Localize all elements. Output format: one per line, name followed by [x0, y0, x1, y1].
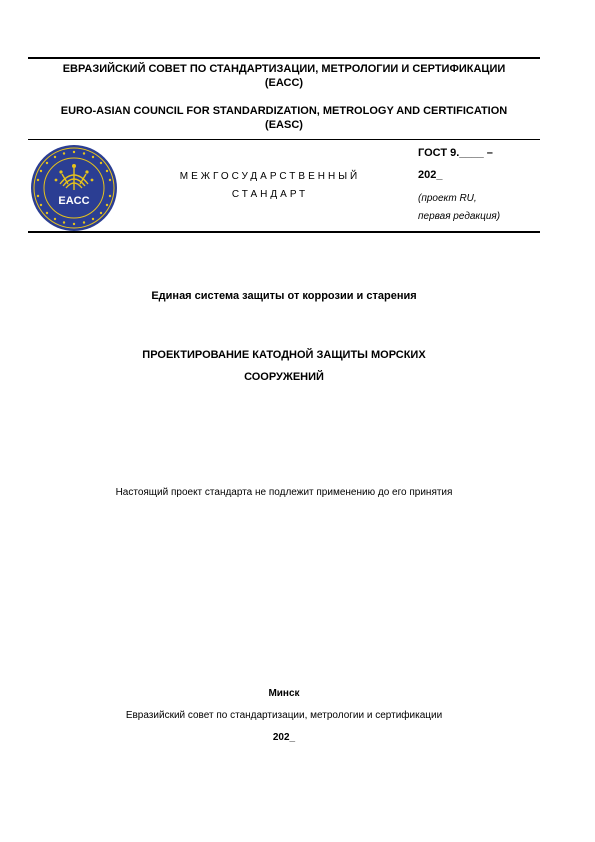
- footer-year: 202_: [272, 732, 296, 743]
- council-name-en-line1: EURO-ASIAN COUNCIL FOR STANDARDIZATION, METROLOGY AND CERTIFICATION: [60, 105, 508, 117]
- council-name-ru: [28, 62, 540, 90]
- top-rule: [28, 57, 540, 59]
- series-title: Единая система защиты от коррозии и старения: [151, 290, 417, 302]
- council-name-en-line2: (EASC): [265, 119, 303, 131]
- standard-type-line2: СТАНДАРТ: [231, 189, 309, 200]
- document-title-line2: СООРУЖЕНИЙ: [244, 371, 324, 383]
- easc-emblem-icon: [30, 144, 118, 232]
- footer-city: Минск: [268, 688, 300, 699]
- draft-note-line1: (проект RU,: [418, 193, 477, 204]
- standard-type-line1: МЕЖГОСУДАРСТВЕННЫЙ: [179, 171, 361, 182]
- header-bottom-rule: [28, 231, 540, 233]
- gost-designation: [418, 142, 540, 186]
- document-title: [28, 344, 540, 388]
- footer-publisher: Евразийский совет по стандартизации, метрологии и сертификации: [125, 710, 443, 721]
- document-title-line1: ПРОЕКТИРОВАНИЕ КАТОДНОЙ ЗАЩИТЫ МОРСКИХ: [142, 349, 426, 361]
- council-name-en: [28, 104, 540, 132]
- header-divider: [28, 139, 540, 140]
- draft-notice: Настоящий проект стандарта не подлежит применению до его принятия: [115, 487, 453, 498]
- draft-note: [418, 190, 540, 226]
- gost-year: 202_: [418, 169, 443, 181]
- logo-text: EACC: [58, 195, 90, 207]
- draft-note-line2: первая редакция): [418, 211, 501, 222]
- standard-type: [130, 168, 410, 204]
- council-name-ru-line2: (ЕАСС): [264, 77, 304, 89]
- council-name-ru-line1: ЕВРАЗИЙСКИЙ СОВЕТ ПО СТАНДАРТИЗАЦИИ, МЕТРОЛОГИИ И СЕРТИФИКАЦИИ: [62, 63, 506, 75]
- gost-number: ГОСТ 9.____ –: [418, 147, 493, 159]
